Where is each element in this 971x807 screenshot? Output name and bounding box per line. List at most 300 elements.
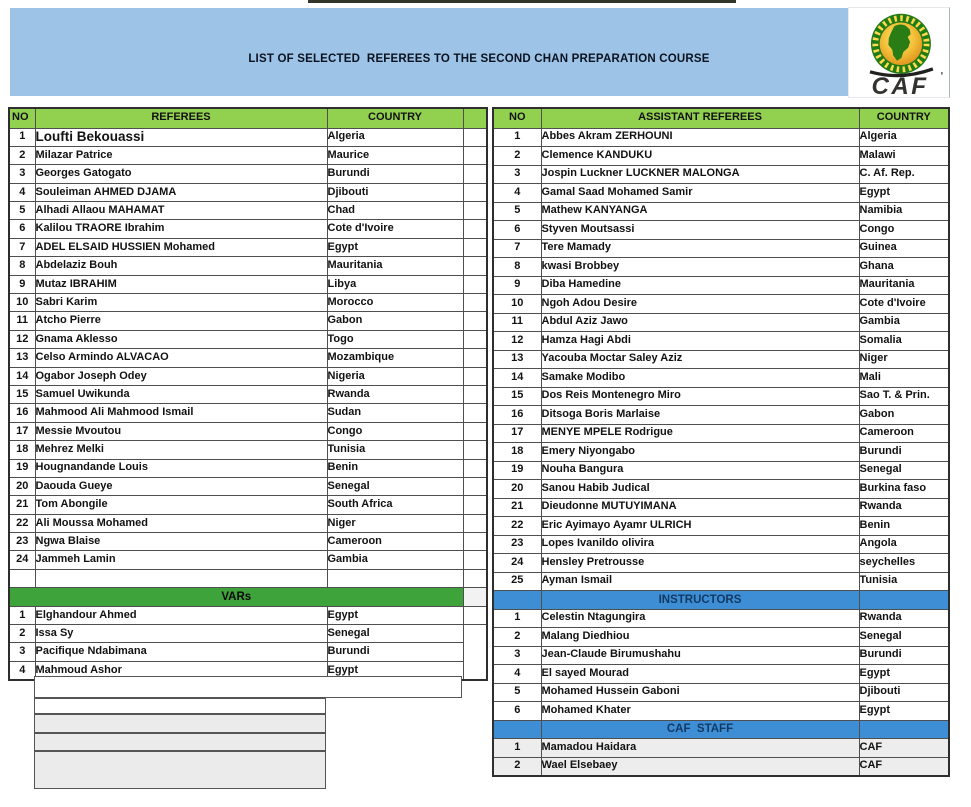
referee-name: Gnama Aklesso (35, 330, 327, 348)
empty-cell (463, 202, 487, 220)
instructor-name: Jean-Claude Birumushahu (541, 646, 859, 665)
referee-name: Kalilou TRAORE Ibrahim (35, 220, 327, 238)
referee-country: Gabon (327, 312, 463, 330)
empty-cell (9, 569, 35, 587)
assistant-country: Congo (859, 221, 949, 240)
assistant-name: Gamal Saad Mohamed Samir (541, 184, 859, 203)
instructor-name: Mohamed Khater (541, 702, 859, 721)
referee-country: Maurice (327, 146, 463, 164)
empty-cell (463, 643, 487, 661)
referee-country: Gambia (327, 551, 463, 569)
assistant-no: 17 (493, 424, 541, 443)
empty-cell (34, 751, 326, 789)
assistant-country: Benin (859, 517, 949, 536)
referee-country: Rwanda (327, 385, 463, 403)
caf-staff-no: 1 (493, 739, 541, 758)
referee-row (9, 183, 487, 201)
referee-country: Niger (327, 514, 463, 532)
referee-no: 9 (9, 275, 35, 293)
var-name: Elghandour Ahmed (35, 606, 327, 624)
assistant-row (493, 535, 949, 554)
assistant-row (493, 147, 949, 166)
empty-cell (463, 275, 487, 293)
referee-name: Tom Abongile (35, 496, 327, 514)
assistant-name: Sanou Habib Judical (541, 480, 859, 499)
assistants-table (492, 107, 950, 777)
empty-cell (463, 330, 487, 348)
referee-no: 10 (9, 294, 35, 312)
assistant-no: 16 (493, 406, 541, 425)
vars-section-header (9, 588, 487, 606)
assistant-name: Lopes Ivanildo olivira (541, 535, 859, 554)
assistant-name: Mathew KANYANGA (541, 202, 859, 221)
referee-no: 7 (9, 238, 35, 256)
empty-cell (34, 698, 326, 714)
caf-staff-country: CAF (859, 739, 949, 758)
assistant-row (493, 313, 949, 332)
assistant-country: Rwanda (859, 498, 949, 517)
empty-cell (34, 714, 326, 733)
empty-cell (463, 165, 487, 183)
assistant-country: Senegal (859, 461, 949, 480)
assistant-no: 20 (493, 480, 541, 499)
assistant-country: Mauritania (859, 276, 949, 295)
scan-artifact-line (308, 0, 736, 3)
assistant-name: Hensley Pretrousse (541, 554, 859, 573)
assistant-row (493, 258, 949, 277)
empty-cell (463, 257, 487, 275)
referee-row (9, 385, 487, 403)
var-name: Mahmoud Ashor (35, 661, 327, 679)
referee-name: Sabri Karim (35, 294, 327, 312)
var-no: 3 (9, 643, 35, 661)
empty-cell (463, 367, 487, 385)
assistant-row (493, 221, 949, 240)
referee-country: Chad (327, 202, 463, 220)
referee-name: ADEL ELSAID HUSSIEN Mohamed (35, 238, 327, 256)
instructor-no: 2 (493, 628, 541, 647)
referee-name: Ali Moussa Mohamed (35, 514, 327, 532)
var-country: Egypt (327, 661, 463, 679)
assistant-row (493, 276, 949, 295)
referee-name: Messie Mvoutou (35, 422, 327, 440)
assistant-no: 12 (493, 332, 541, 351)
referee-no: 2 (9, 146, 35, 164)
referee-country: Tunisia (327, 441, 463, 459)
assistant-name: Abbes Akram ZERHOUNI (541, 128, 859, 147)
assistants-header-name: ASSISTANT REFEREES (541, 108, 859, 128)
empty-row (9, 569, 487, 587)
referee-name: Mutaz IBRAHIM (35, 275, 327, 293)
assistant-row (493, 350, 949, 369)
referee-no: 5 (9, 202, 35, 220)
var-no: 1 (9, 606, 35, 624)
empty-cell (463, 514, 487, 532)
empty-cell (463, 294, 487, 312)
var-country: Egypt (327, 606, 463, 624)
assistant-name: Emery Niyongabo (541, 443, 859, 462)
empty-cell (463, 349, 487, 367)
referee-no: 1 (9, 128, 35, 146)
assistant-country: seychelles (859, 554, 949, 573)
var-country: Senegal (327, 625, 463, 643)
assistant-row (493, 369, 949, 388)
assistant-no: 10 (493, 295, 541, 314)
referee-name: Loufti Bekouassi (35, 128, 327, 146)
empty-cell (463, 385, 487, 403)
caf-staff-name: Wael Elsebaey (541, 757, 859, 776)
assistant-row (493, 165, 949, 184)
referees-header-row (9, 108, 487, 128)
referee-row (9, 551, 487, 569)
assistant-name: MENYE MPELE Rodrigue (541, 424, 859, 443)
instructor-row (493, 665, 949, 684)
assistant-row (493, 424, 949, 443)
referee-country: Cameroon (327, 533, 463, 551)
assistant-no: 13 (493, 350, 541, 369)
assistant-row (493, 387, 949, 406)
assistant-row (493, 498, 949, 517)
caf-logo-icon (850, 8, 948, 97)
referees-header-country: COUNTRY (327, 108, 463, 128)
referee-row (9, 441, 487, 459)
referee-row (9, 128, 487, 146)
assistant-row (493, 480, 949, 499)
caf-staff-country: CAF (859, 757, 949, 776)
assistant-country: Burundi (859, 443, 949, 462)
referee-no: 21 (9, 496, 35, 514)
assistants-header-country: COUNTRY (859, 108, 949, 128)
referee-country: Mozambique (327, 349, 463, 367)
referee-country: Djibouti (327, 183, 463, 201)
empty-cell (35, 569, 327, 587)
assistant-no: 11 (493, 313, 541, 332)
referee-country: Sudan (327, 404, 463, 422)
assistant-country: Niger (859, 350, 949, 369)
instructor-name: Celestin Ntagungira (541, 609, 859, 628)
assistant-country: Angola (859, 535, 949, 554)
assistant-country: Egypt (859, 184, 949, 203)
assistant-row (493, 443, 949, 462)
empty-cell (463, 128, 487, 146)
instructor-country: Rwanda (859, 609, 949, 628)
referee-country: Morocco (327, 294, 463, 312)
var-row (9, 625, 487, 643)
referee-country: Benin (327, 459, 463, 477)
page-title: LIST OF SELECTED REFEREES TO THE SECOND CHAN PREPARATION COURSE (248, 53, 710, 65)
assistant-no: 19 (493, 461, 541, 480)
referee-row (9, 404, 487, 422)
assistant-country: Tunisia (859, 572, 949, 591)
referee-name: Celso Armindo ALVACAO (35, 349, 327, 367)
assistant-no: 15 (493, 387, 541, 406)
referee-no: 24 (9, 551, 35, 569)
instructor-name: Mohamed Hussein Gaboni (541, 683, 859, 702)
referee-row (9, 496, 487, 514)
empty-cell (463, 459, 487, 477)
empty-cell (493, 591, 541, 610)
svg-text:': ' (940, 70, 944, 83)
assistant-name: Eric Ayimayo Ayamr ULRICH (541, 517, 859, 536)
assistant-row (493, 517, 949, 536)
referee-no: 8 (9, 257, 35, 275)
assistant-country: Somalia (859, 332, 949, 351)
referee-no: 4 (9, 183, 35, 201)
instructor-no: 4 (493, 665, 541, 684)
assistant-name: Styven Moutsassi (541, 221, 859, 240)
assistant-no: 5 (493, 202, 541, 221)
referee-no: 17 (9, 422, 35, 440)
assistant-country: Guinea (859, 239, 949, 258)
empty-cell (463, 146, 487, 164)
referee-name: Alhadi Allaou MAHAMAT (35, 202, 327, 220)
referee-name: Abdelaziz Bouh (35, 257, 327, 275)
empty-cell (463, 661, 487, 679)
referee-country: Libya (327, 275, 463, 293)
caf-staff-row (493, 757, 949, 776)
referee-row (9, 146, 487, 164)
assistant-row (493, 572, 949, 591)
assistant-no: 7 (493, 239, 541, 258)
assistant-no: 3 (493, 165, 541, 184)
instructor-no: 5 (493, 683, 541, 702)
assistant-name: Ngoh Adou Desire (541, 295, 859, 314)
assistant-no: 4 (493, 184, 541, 203)
referee-no: 14 (9, 367, 35, 385)
referee-row (9, 422, 487, 440)
assistant-country: Gabon (859, 406, 949, 425)
referees-header-no: NO (9, 108, 35, 128)
instructors-section-title: INSTRUCTORS (541, 591, 859, 610)
referee-no: 22 (9, 514, 35, 532)
referee-row (9, 312, 487, 330)
assistant-country: Cote d'Ivoire (859, 295, 949, 314)
instructor-no: 6 (493, 702, 541, 721)
instructor-name: El sayed Mourad (541, 665, 859, 684)
assistant-name: Dos Reis Montenegro Miro (541, 387, 859, 406)
assistant-no: 22 (493, 517, 541, 536)
assistant-name: Ayman Ismail (541, 572, 859, 591)
assistant-no: 14 (493, 369, 541, 388)
var-row (9, 606, 487, 624)
empty-cell (493, 720, 541, 739)
empty-cell (463, 238, 487, 256)
referee-row (9, 220, 487, 238)
referee-no: 12 (9, 330, 35, 348)
referee-no: 13 (9, 349, 35, 367)
caf-staff-no: 2 (493, 757, 541, 776)
assistant-name: kwasi Brobbey (541, 258, 859, 277)
caf-staff-name: Mamadou Haidara (541, 739, 859, 758)
assistant-row (493, 239, 949, 258)
referee-no: 16 (9, 404, 35, 422)
instructor-row (493, 628, 949, 647)
assistant-row (493, 184, 949, 203)
assistants-header-no: NO (493, 108, 541, 128)
assistant-row (493, 202, 949, 221)
referee-country: Burundi (327, 165, 463, 183)
assistant-row (493, 332, 949, 351)
empty-cell (463, 533, 487, 551)
empty-cell (463, 625, 487, 643)
assistant-name: Jospin Luckner LUCKNER MALONGA (541, 165, 859, 184)
assistant-country: C. Af. Rep. (859, 165, 949, 184)
empty-cell (463, 183, 487, 201)
instructor-country: Djibouti (859, 683, 949, 702)
assistant-no: 24 (493, 554, 541, 573)
referee-name: Souleiman AHMED DJAMA (35, 183, 327, 201)
referee-no: 18 (9, 441, 35, 459)
referee-country: Mauritania (327, 257, 463, 275)
referee-no: 6 (9, 220, 35, 238)
referee-name: Jammeh Lamin (35, 551, 327, 569)
referee-name: Samuel Uwikunda (35, 385, 327, 403)
assistant-country: Burkina faso (859, 480, 949, 499)
assistant-no: 18 (493, 443, 541, 462)
assistant-no: 1 (493, 128, 541, 147)
caf-logo (848, 7, 950, 98)
instructor-name: Malang Diedhiou (541, 628, 859, 647)
title-band (10, 8, 848, 96)
instructor-row (493, 702, 949, 721)
assistant-country: Mali (859, 369, 949, 388)
instructor-row (493, 646, 949, 665)
referee-name: Mahmood Ali Mahmood Ismail (35, 404, 327, 422)
assistant-country: Namibia (859, 202, 949, 221)
referee-name: Ngwa Blaise (35, 533, 327, 551)
caf-staff-section-header (493, 720, 949, 739)
var-country: Burundi (327, 643, 463, 661)
referee-country: South Africa (327, 496, 463, 514)
referee-country: Algeria (327, 128, 463, 146)
assistant-country: Cameroon (859, 424, 949, 443)
instructor-country: Egypt (859, 702, 949, 721)
assistant-no: 2 (493, 147, 541, 166)
assistant-no: 21 (493, 498, 541, 517)
referee-no: 20 (9, 477, 35, 495)
assistant-no: 25 (493, 572, 541, 591)
assistant-name: Yacouba Moctar Saley Aziz (541, 350, 859, 369)
referee-row (9, 514, 487, 532)
empty-cell (463, 496, 487, 514)
assistant-no: 23 (493, 535, 541, 554)
instructor-no: 3 (493, 646, 541, 665)
referee-country: Senegal (327, 477, 463, 495)
empty-cell (463, 404, 487, 422)
referee-name: Milazar Patrice (35, 146, 327, 164)
assistant-row (493, 295, 949, 314)
assistant-name: Nouha Bangura (541, 461, 859, 480)
referee-row (9, 477, 487, 495)
referee-no: 11 (9, 312, 35, 330)
referee-no: 3 (9, 165, 35, 183)
assistant-country: Algeria (859, 128, 949, 147)
referee-country: Togo (327, 330, 463, 348)
assistant-row (493, 406, 949, 425)
referees-table (8, 107, 488, 681)
referee-name: Atcho Pierre (35, 312, 327, 330)
empty-cell (34, 676, 462, 698)
referee-no: 23 (9, 533, 35, 551)
empty-cell (34, 733, 326, 751)
assistant-no: 8 (493, 258, 541, 277)
assistant-name: Abdul Aziz Jawo (541, 313, 859, 332)
referee-no: 15 (9, 385, 35, 403)
empty-cell (463, 422, 487, 440)
empty-cell (463, 220, 487, 238)
assistant-name: Dieudonne MUTUYIMANA (541, 498, 859, 517)
instructor-country: Senegal (859, 628, 949, 647)
referee-row (9, 349, 487, 367)
assistant-country: Sao T. & Prin. (859, 387, 949, 406)
referee-country: Egypt (327, 238, 463, 256)
assistant-row (493, 461, 949, 480)
instructor-row (493, 609, 949, 628)
var-name: Issa Sy (35, 625, 327, 643)
empty-cell (327, 569, 463, 587)
instructor-country: Burundi (859, 646, 949, 665)
referee-name: Mehrez Melki (35, 441, 327, 459)
referee-no: 19 (9, 459, 35, 477)
spacer-header-cell (463, 108, 487, 128)
referees-header-name: REFEREES (35, 108, 327, 128)
empty-cell (463, 477, 487, 495)
referee-row (9, 165, 487, 183)
empty-cell (463, 312, 487, 330)
assistant-name: Diba Hamedine (541, 276, 859, 295)
assistant-name: Samake Modibo (541, 369, 859, 388)
referee-country: Cote d'Ivoire (327, 220, 463, 238)
assistant-row (493, 128, 949, 147)
assistants-header-row (493, 108, 949, 128)
caf-staff-row (493, 739, 949, 758)
var-no: 2 (9, 625, 35, 643)
referee-row (9, 533, 487, 551)
assistant-country: Ghana (859, 258, 949, 277)
empty-cell (463, 569, 487, 587)
assistant-name: Clemence KANDUKU (541, 147, 859, 166)
assistant-country: Malawi (859, 147, 949, 166)
var-name: Pacifique Ndabimana (35, 643, 327, 661)
caf-logo-text: CAF (871, 73, 929, 97)
empty-cell (463, 441, 487, 459)
var-row (9, 643, 487, 661)
assistant-no: 6 (493, 221, 541, 240)
instructor-country: Egypt (859, 665, 949, 684)
var-no: 4 (9, 661, 35, 679)
assistant-name: Tere Mamady (541, 239, 859, 258)
empty-cell (463, 606, 487, 624)
empty-cell (859, 591, 949, 610)
referee-name: Hougnandande Louis (35, 459, 327, 477)
referee-name: Georges Gatogato (35, 165, 327, 183)
empty-cell (859, 720, 949, 739)
empty-cell (463, 551, 487, 569)
referee-row (9, 367, 487, 385)
instructor-no: 1 (493, 609, 541, 628)
vars-section-title: VARs (9, 588, 463, 606)
referee-row (9, 459, 487, 477)
assistant-no: 9 (493, 276, 541, 295)
referee-name: Daouda Gueye (35, 477, 327, 495)
referee-country: Congo (327, 422, 463, 440)
assistant-name: Ditsoga Boris Marlaise (541, 406, 859, 425)
caf-staff-section-title: CAF STAFF (541, 720, 859, 739)
referee-row (9, 257, 487, 275)
referee-row (9, 275, 487, 293)
referee-name: Ogabor Joseph Odey (35, 367, 327, 385)
assistant-country: Gambia (859, 313, 949, 332)
